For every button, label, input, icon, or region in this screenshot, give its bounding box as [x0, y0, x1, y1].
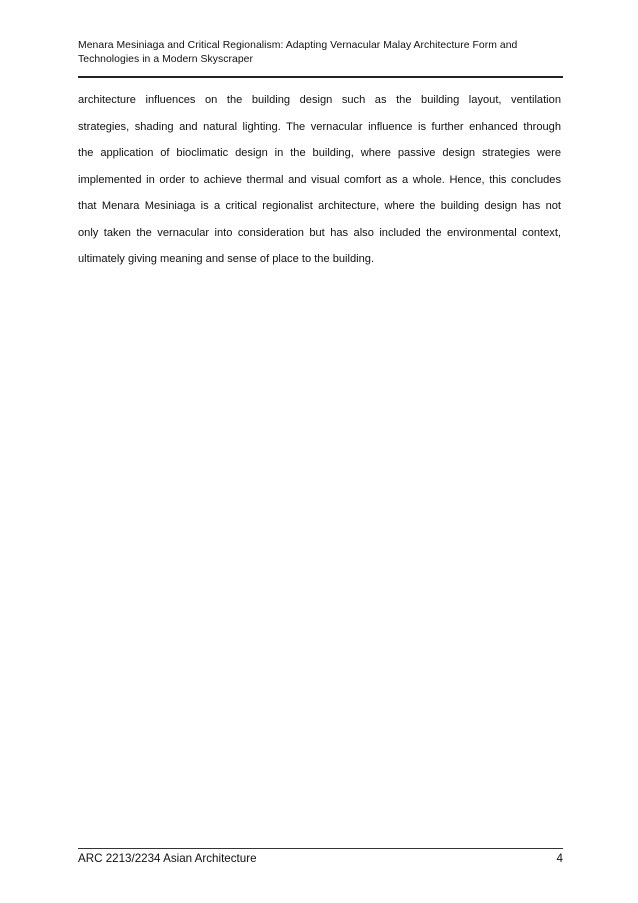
paragraph-line: architecture influences on the building design such as the building layout, ventilation	[78, 94, 561, 106]
body-paragraph	[78, 87, 561, 273]
page-number: 4	[556, 852, 563, 865]
header-title-line-2: Technologies in a Modern Skyscraper	[78, 54, 254, 65]
paragraph-line: the application of bioclimatic design in the building, where passive design strategies were	[78, 147, 561, 159]
paragraph-line: only taken the vernacular into consideration but has also included the environmental context,	[78, 226, 561, 239]
footer-divider	[78, 848, 563, 849]
running-header	[78, 39, 548, 67]
paragraph-line: implemented in order to achieve thermal and visual comfort as a whole. Hence, this concludes	[78, 173, 561, 186]
header-divider	[78, 76, 563, 78]
paragraph-line: strategies, shading and natural lighting. The vernacular influence is further enhanced through	[78, 120, 561, 133]
header-title-line-1: Menara Mesiniaga and Critical Regionalism: Adapting Vernacular Malay Architecture Form and	[78, 40, 518, 51]
paragraph-line: that Menara Mesiniaga is a critical regionalist architecture, where the building design has not	[78, 200, 561, 212]
paragraph-line: ultimately giving meaning and sense of place to the building.	[78, 253, 375, 265]
footer-course-title: ARC 2213/2234 Asian Architecture	[78, 852, 257, 865]
